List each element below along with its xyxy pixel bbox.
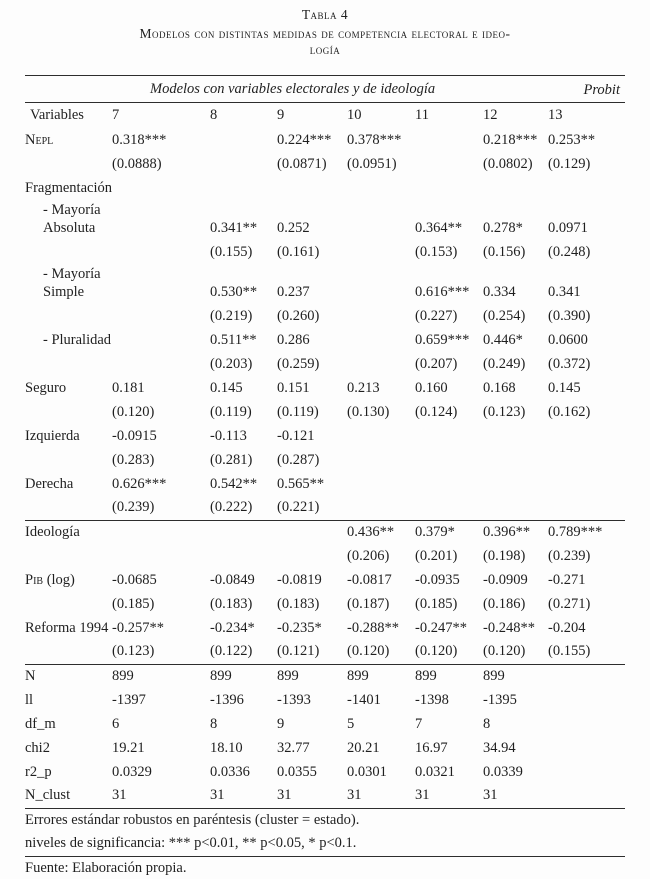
value-cell (415, 425, 483, 449)
se-cell: (0.185) (415, 595, 458, 612)
row-label: ll (25, 691, 34, 708)
source-note: Fuente: Elaboración propia. (25, 859, 187, 876)
value-cell: 0.278* (483, 219, 523, 236)
value-cell: 899 (483, 667, 505, 684)
table-row (25, 785, 625, 809)
value-cell (415, 177, 483, 201)
value-cell (112, 265, 210, 305)
table-row (25, 545, 625, 569)
value-cell: 0.218*** (483, 131, 538, 148)
value-cell (548, 737, 625, 761)
row-label (25, 353, 112, 377)
value-cell: -0.0685 (112, 571, 157, 588)
value-cell: 0.0600 (548, 331, 588, 348)
value-cell (112, 521, 210, 545)
value-cell (483, 473, 548, 497)
value-cell: -0.0935 (415, 571, 460, 588)
column-header-model-10: 10 (347, 106, 362, 123)
se-cell: (0.162) (548, 403, 591, 420)
table-note: niveles de significancia: *** p<0.01, ** p<0.05, * p<0.1. (25, 833, 625, 857)
group-header-row (25, 76, 625, 103)
se-cell: (0.186) (483, 595, 526, 612)
value-cell: 0.0301 (347, 763, 387, 780)
value-cell: 18.10 (210, 739, 243, 756)
value-cell: 0.0339 (483, 763, 523, 780)
value-cell: 16.97 (415, 739, 448, 756)
se-cell (112, 305, 210, 329)
table-row (25, 521, 625, 545)
value-cell (347, 265, 415, 305)
value-cell: 0.286 (277, 331, 310, 348)
value-cell (112, 329, 210, 353)
se-cell (548, 449, 625, 473)
table-row (25, 617, 625, 641)
row-label (25, 241, 112, 265)
row-label (25, 497, 112, 521)
se-cell (277, 545, 347, 569)
row-label: Pib (log) (25, 571, 75, 588)
table-row (25, 449, 625, 473)
row-label: - Pluralidad (43, 331, 112, 348)
value-cell: -0.248** (483, 619, 535, 636)
se-cell: (0.203) (210, 355, 253, 372)
se-cell: (0.119) (210, 403, 252, 420)
se-cell: (0.120) (112, 403, 155, 420)
se-cell: (0.259) (277, 355, 320, 372)
value-cell: -0.0849 (210, 571, 255, 588)
value-cell (548, 785, 625, 809)
se-cell (347, 497, 415, 521)
group-header-electoral-ideologia: Modelos con variables electorales y de ideología (150, 81, 436, 97)
value-cell: -0.121 (277, 427, 315, 444)
value-cell: -1401 (347, 691, 381, 708)
row-label: N (25, 667, 36, 684)
table-row (25, 473, 625, 497)
value-cell: -1395 (483, 691, 517, 708)
value-cell: -0.235* (277, 619, 322, 636)
se-cell: (0.372) (548, 355, 591, 372)
table-note-row (25, 809, 625, 833)
se-cell: (0.155) (548, 641, 625, 665)
value-cell: 0.341** (210, 219, 258, 236)
table-caption (0, 0, 650, 58)
value-cell: 31 (347, 785, 415, 809)
se-cell: (0.219) (210, 307, 253, 324)
value-cell (483, 425, 548, 449)
se-cell: (0.198) (483, 547, 526, 564)
se-cell: (0.201) (415, 547, 458, 564)
value-cell (548, 177, 625, 201)
value-cell: -0.257** (112, 619, 164, 636)
value-cell (277, 521, 347, 545)
se-cell: (0.123) (483, 403, 526, 420)
value-cell: -1396 (210, 691, 244, 708)
se-cell: (0.390) (548, 307, 591, 324)
value-cell: 8 (483, 715, 491, 732)
value-cell: 0.789*** (548, 523, 603, 540)
se-cell: (0.221) (277, 497, 347, 521)
se-cell: (0.227) (415, 307, 458, 324)
value-cell (210, 129, 277, 153)
table-row (25, 241, 625, 265)
table-row (25, 201, 625, 241)
table-row (25, 737, 625, 761)
value-cell: 0.0355 (277, 763, 317, 780)
se-cell (347, 449, 415, 473)
row-label (25, 153, 112, 177)
value-cell: -0.0819 (277, 571, 322, 588)
table-row (25, 329, 625, 353)
value-cell: 0.530** (210, 283, 258, 300)
value-cell: -0.288** (347, 619, 399, 636)
value-cell: 5 (347, 715, 355, 732)
value-cell: -1398 (415, 691, 449, 708)
row-label: r2_p (25, 763, 52, 780)
column-header-row (25, 103, 625, 129)
table-row (25, 569, 625, 593)
value-cell (347, 201, 415, 241)
value-cell: 899 (112, 667, 134, 684)
row-label: - Mayoría Absoluta (43, 201, 101, 236)
table-note: Errores estándar robustos en paréntesis (cluster = estado). (25, 811, 360, 828)
row-label: Seguro (25, 379, 67, 396)
value-cell: 0.378*** (347, 131, 402, 148)
row-label: df_m (25, 715, 56, 732)
value-cell: 0.334 (483, 283, 516, 300)
row-label (25, 641, 112, 665)
value-cell: 0.659*** (415, 331, 470, 348)
value-cell: 31 (277, 785, 347, 809)
table-row (25, 153, 625, 177)
value-cell: -0.234* (210, 619, 255, 636)
row-label: - Mayoría Simple (43, 265, 101, 300)
se-cell: (0.254) (483, 307, 526, 324)
value-cell (548, 665, 625, 689)
value-cell: 20.21 (347, 739, 380, 756)
se-cell: (0.0888) (112, 155, 162, 172)
value-cell: 0.145 (210, 379, 243, 396)
value-cell: 0.318*** (112, 131, 167, 148)
value-cell: 7 (415, 715, 423, 732)
column-header-model-13: 13 (548, 106, 563, 123)
se-cell: (0.0871) (277, 155, 327, 172)
se-cell: (0.287) (277, 451, 320, 468)
se-cell (347, 305, 415, 329)
table-note-row (25, 833, 625, 857)
se-cell (210, 545, 277, 569)
row-label: Izquierda (25, 427, 80, 444)
column-header-model-11: 11 (415, 106, 429, 123)
se-cell (112, 545, 210, 569)
value-cell: 0.436** (347, 523, 395, 540)
value-cell (347, 425, 415, 449)
table-body (25, 129, 625, 879)
value-cell: 0.0971 (548, 219, 588, 236)
group-header-spacer (25, 76, 112, 103)
value-cell (112, 201, 210, 241)
value-cell: 899 (277, 667, 299, 684)
value-cell: 0.151 (277, 379, 310, 396)
se-cell: (0.222) (210, 497, 277, 521)
se-cell (415, 449, 483, 473)
value-cell: 0.213 (347, 379, 380, 396)
value-cell (347, 177, 415, 201)
table-row (25, 497, 625, 521)
value-cell: -0.113 (210, 427, 247, 444)
value-cell: 0.224*** (277, 131, 332, 148)
table-row (25, 689, 625, 713)
value-cell (548, 689, 625, 713)
se-cell (483, 497, 548, 521)
value-cell: 0.364** (415, 219, 463, 236)
value-cell: 0.160 (415, 379, 448, 396)
row-label (25, 545, 112, 569)
se-cell: (0.153) (415, 243, 458, 260)
table-row (25, 401, 625, 425)
value-cell (548, 713, 625, 737)
value-cell: 0.396** (483, 523, 531, 540)
value-cell: -0.0909 (483, 571, 528, 588)
table-row (25, 665, 625, 689)
value-cell: 19.21 (112, 739, 145, 756)
row-label: chi2 (25, 739, 50, 756)
value-cell (483, 177, 548, 201)
value-cell: 31 (483, 785, 548, 809)
se-cell: (0.249) (483, 355, 526, 372)
value-cell: 6 (112, 715, 120, 732)
table-row (25, 593, 625, 617)
se-cell (415, 497, 483, 521)
value-cell: 899 (415, 667, 437, 684)
value-cell: 34.94 (483, 739, 516, 756)
se-cell: (0.161) (277, 243, 320, 260)
se-cell: (0.120) (347, 641, 415, 665)
table-row (25, 761, 625, 785)
value-cell: 0.446* (483, 331, 523, 348)
se-cell: (0.120) (415, 641, 483, 665)
row-label: Derecha (25, 475, 74, 492)
se-cell: (0.156) (483, 243, 526, 260)
se-cell: (0.123) (112, 641, 210, 665)
table-title-line2: logía (309, 42, 341, 57)
row-label: N_clust (25, 785, 112, 809)
value-cell: 0.341 (548, 283, 581, 300)
se-cell (210, 153, 277, 177)
se-cell: (0.281) (210, 451, 253, 468)
value-cell: 32.77 (277, 739, 310, 756)
se-cell: (0.239) (112, 497, 210, 521)
value-cell: 0.616*** (415, 283, 470, 300)
value-cell: 0.252 (277, 219, 310, 236)
se-cell (415, 153, 483, 177)
value-cell: 9 (277, 715, 285, 732)
se-cell: (0.0802) (483, 155, 533, 172)
se-cell (483, 449, 548, 473)
value-cell: 8 (210, 715, 218, 732)
value-cell (210, 177, 277, 201)
table-row (25, 353, 625, 377)
column-header-model-8: 8 (210, 106, 218, 123)
value-cell (277, 177, 347, 201)
value-cell: 0.0329 (112, 763, 152, 780)
se-cell: (0.207) (415, 355, 458, 372)
table-row (25, 129, 625, 153)
row-label (25, 593, 112, 617)
se-cell: (0.122) (210, 641, 277, 665)
se-cell: (0.120) (483, 641, 548, 665)
table-row (25, 177, 625, 201)
regression-table (25, 75, 625, 879)
se-cell: (0.183) (277, 595, 320, 612)
column-header-model-9: 9 (277, 106, 285, 123)
value-cell: 0.181 (112, 379, 145, 396)
se-cell: (0.239) (548, 547, 591, 564)
se-cell (112, 241, 210, 265)
value-cell: -1393 (277, 691, 311, 708)
value-cell: 31 (210, 785, 277, 809)
value-cell: -0.247** (415, 619, 467, 636)
se-cell: (0.155) (210, 243, 253, 260)
value-cell (548, 761, 625, 785)
value-cell: 31 (415, 785, 483, 809)
table-row (25, 265, 625, 305)
value-cell (347, 329, 415, 353)
group-header-cell (112, 76, 625, 103)
value-cell: 31 (112, 785, 210, 809)
row-label: Fragmentación (25, 179, 112, 196)
table-row (25, 377, 625, 401)
se-cell: (0.187) (347, 595, 390, 612)
value-cell: 0.0321 (415, 763, 455, 780)
table-number: Tabla 4 (301, 7, 349, 22)
se-cell (112, 353, 210, 377)
value-cell (112, 177, 210, 201)
se-cell: (0.185) (112, 595, 155, 612)
row-label (25, 305, 112, 329)
value-cell: 0.626*** (112, 475, 167, 492)
se-cell: (0.130) (347, 403, 390, 420)
se-cell: (0.183) (210, 595, 253, 612)
value-cell: 0.565** (277, 475, 325, 492)
value-cell: -0.271 (548, 571, 586, 588)
value-cell: 0.542** (210, 475, 258, 492)
table-row (25, 641, 625, 665)
row-label (25, 449, 112, 473)
se-cell: (0.119) (277, 403, 319, 420)
value-cell: 0.253** (548, 131, 596, 148)
row-label (25, 401, 112, 425)
se-cell: (0.0951) (347, 155, 397, 172)
se-cell (347, 353, 415, 377)
column-header-model-7: 7 (112, 106, 120, 123)
column-header-variables: Variables (30, 106, 84, 123)
se-cell: (0.129) (548, 155, 591, 172)
se-cell: (0.206) (347, 547, 390, 564)
value-cell: 0.511** (210, 331, 257, 348)
value-cell (415, 473, 483, 497)
value-cell: 0.0336 (210, 763, 250, 780)
value-cell: -0.0915 (112, 427, 157, 444)
table-row (25, 425, 625, 449)
value-cell: 899 (347, 667, 369, 684)
table-title-line1: Modelos con distintas medidas de competencia electoral e ideo- (139, 26, 511, 41)
value-cell: -1397 (112, 691, 146, 708)
value-cell: 0.237 (277, 283, 310, 300)
row-label: Reforma 1994 (25, 619, 109, 636)
row-label: Ideología (25, 523, 80, 540)
value-cell (210, 521, 277, 545)
value-cell: -0.204 (548, 619, 586, 636)
value-cell: 0.168 (483, 379, 516, 396)
se-cell: (0.248) (548, 243, 591, 260)
se-cell (548, 497, 625, 521)
value-cell: -0.0817 (347, 571, 392, 588)
se-cell (347, 241, 415, 265)
table-row (25, 305, 625, 329)
se-cell: (0.124) (415, 403, 458, 420)
value-cell (548, 425, 625, 449)
table-row (25, 713, 625, 737)
se-cell: (0.271) (548, 595, 591, 612)
value-cell (415, 129, 483, 153)
se-cell: (0.121) (277, 641, 347, 665)
source-row (25, 857, 625, 879)
column-header-model-12: 12 (483, 106, 498, 123)
group-header-probit: Probit (583, 82, 620, 98)
se-cell: (0.260) (277, 307, 320, 324)
row-label: Nepl (25, 131, 54, 148)
value-cell (347, 473, 415, 497)
value-cell (548, 473, 625, 497)
value-cell: 0.379* (415, 523, 455, 540)
se-cell: (0.283) (112, 451, 155, 468)
value-cell: 0.145 (548, 379, 581, 396)
value-cell: 899 (210, 667, 232, 684)
